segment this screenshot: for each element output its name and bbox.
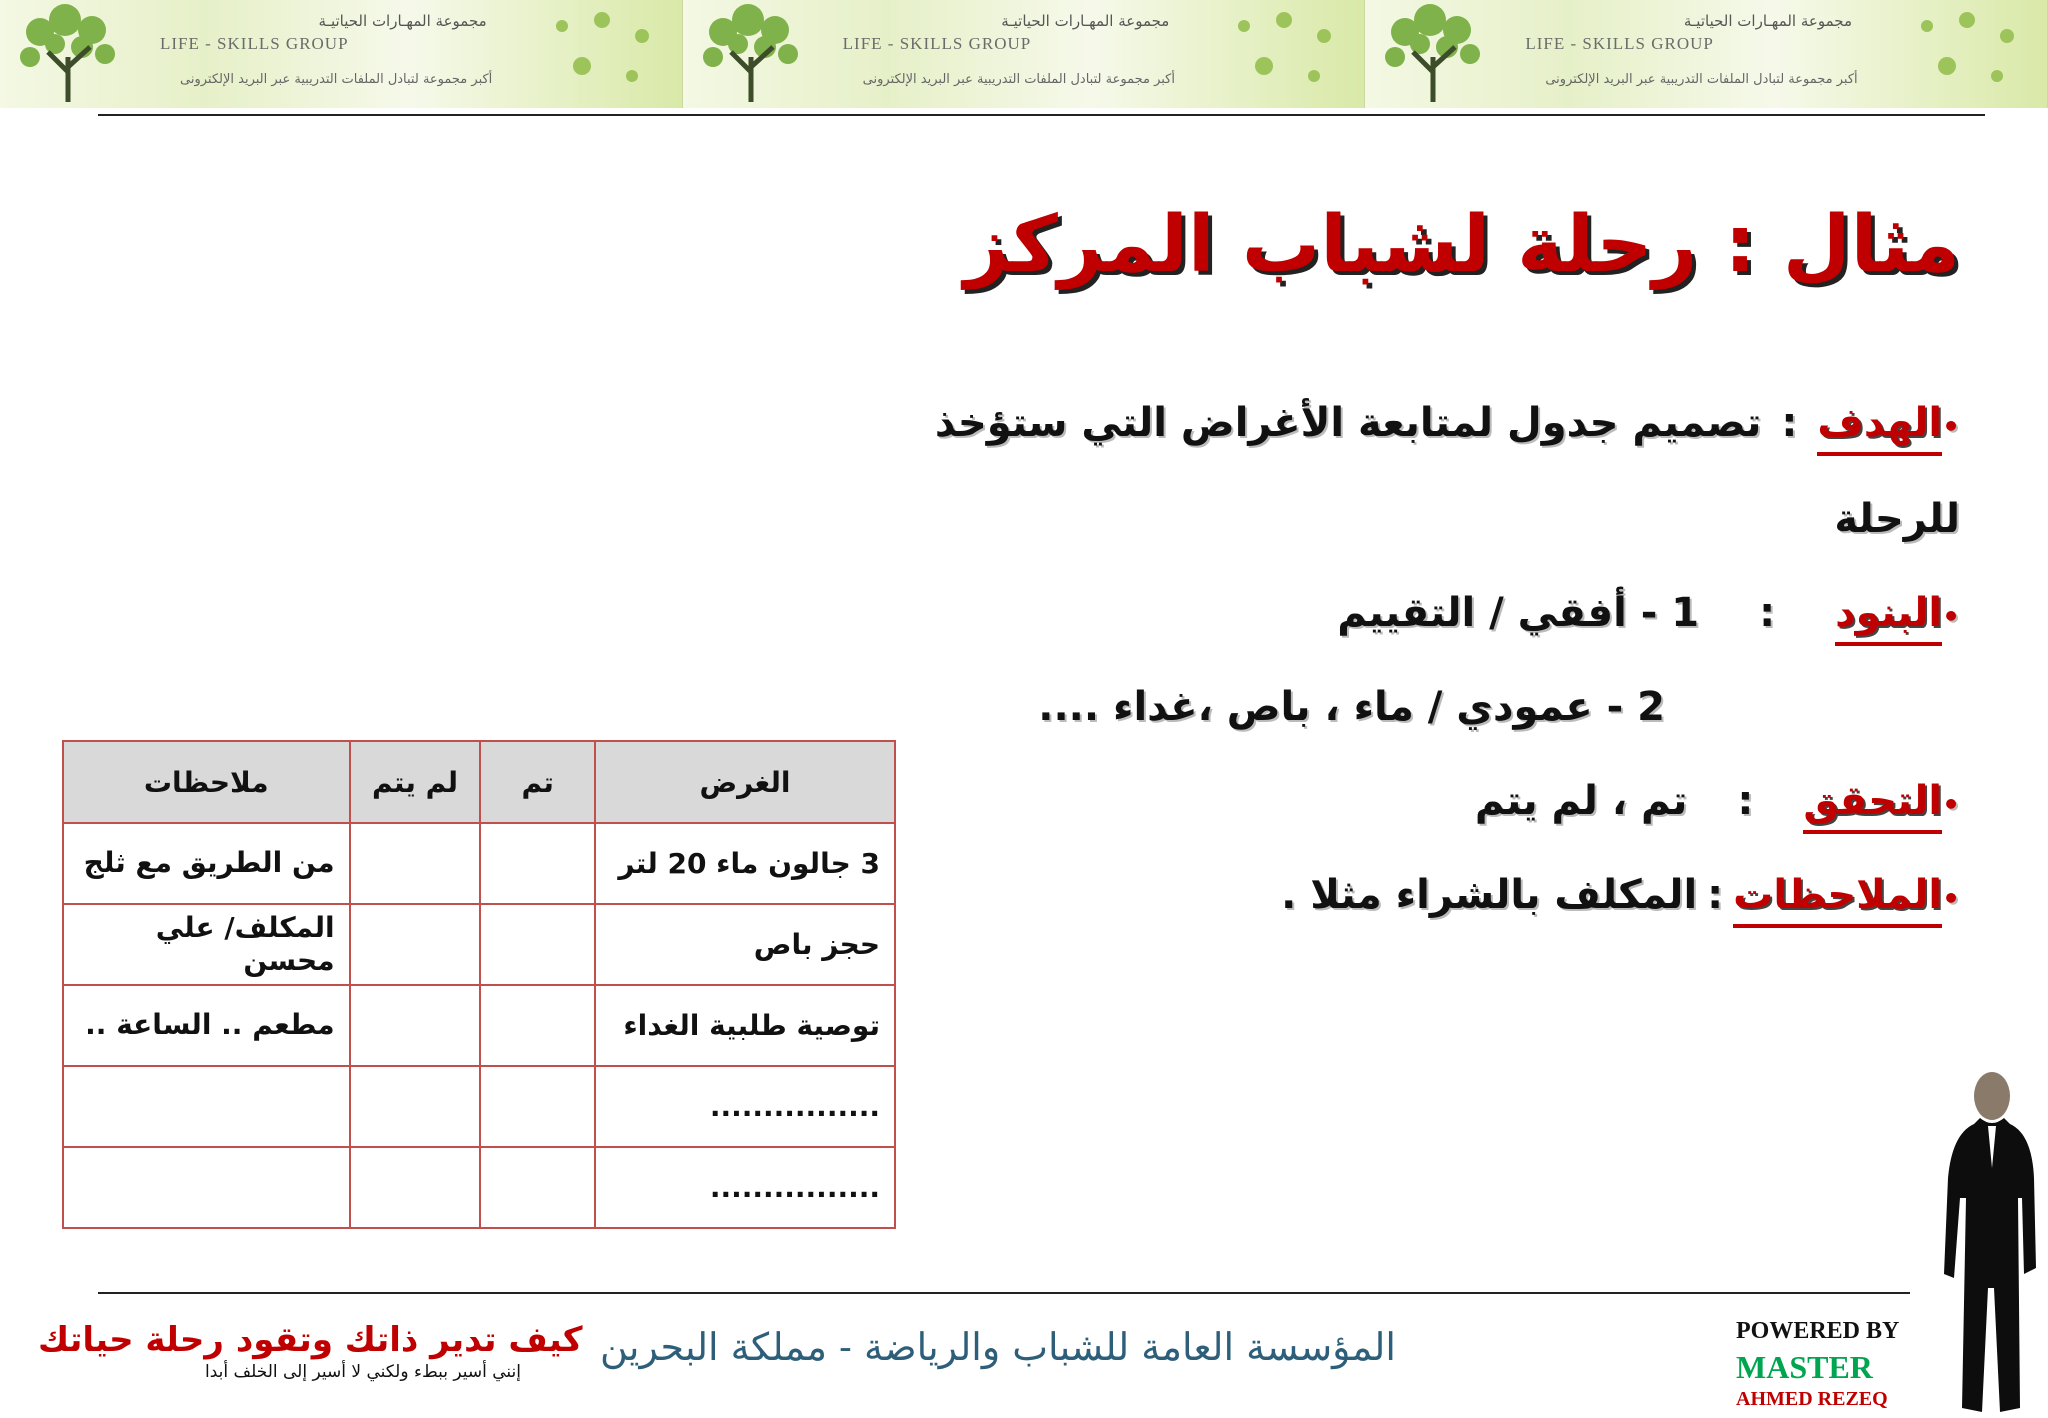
banner-panel xyxy=(683,0,1366,108)
header-not-done: لم يتم xyxy=(350,741,481,823)
banner-arabic-title: مجموعة المهـارات الحياتيـة xyxy=(1001,12,1170,30)
bullet-term: البنود xyxy=(1835,590,1942,646)
bullet-items xyxy=(1337,590,1960,646)
bullet-notes xyxy=(1281,872,1960,928)
banner-arabic-title: مجموعة المهـارات الحياتيـة xyxy=(318,12,487,30)
cell-note: المكلف/ علي محسن xyxy=(63,904,350,985)
cell-not-done xyxy=(350,1147,481,1228)
table-row xyxy=(63,823,895,904)
bullet-term: الهدف xyxy=(1817,400,1942,456)
bottom-divider xyxy=(98,1292,1910,1294)
table-row xyxy=(63,904,895,985)
author-name: AHMED REZEQ xyxy=(1736,1388,1888,1410)
powered-by-block xyxy=(1736,1318,1899,1411)
top-divider xyxy=(98,114,1985,116)
footer-institution: المؤسسة العامة للشباب والرياضة - مملكة البحرين xyxy=(600,1325,1396,1369)
cell-done xyxy=(480,1066,594,1147)
table-row xyxy=(63,985,895,1066)
man-silhouette-icon xyxy=(1940,1068,2040,1416)
header-notes: ملاحظات xyxy=(63,741,350,823)
cell-item: حجز باص xyxy=(595,904,895,985)
slide-title: مثال : رحلة لشباب المركز xyxy=(963,200,1960,290)
banner-arabic-subtitle: أكبر مجموعة لتبادل الملفات التدريبية عبر البريد الإلكترونى xyxy=(180,72,493,87)
tracking-table xyxy=(62,740,896,1229)
footer-slogan: كيف تدير ذاتك وتقود رحلة حياتك xyxy=(38,1320,583,1360)
cell-not-done xyxy=(350,1066,481,1147)
banner-english-title: LIFE - SKILLS GROUP xyxy=(1525,34,1714,53)
cell-done xyxy=(480,985,594,1066)
cell-note: من الطريق مع ثلج xyxy=(63,823,350,904)
banner-panel xyxy=(1365,0,2048,108)
bullet-colon: : xyxy=(1737,778,1754,824)
cell-note xyxy=(63,1066,350,1147)
bullet-term: التحقق xyxy=(1803,778,1942,834)
bullet-dot-icon: • xyxy=(1942,882,1960,915)
cell-not-done xyxy=(350,985,481,1066)
bullet-dot-icon: • xyxy=(1942,600,1960,633)
bullet-colon: : xyxy=(1759,590,1776,636)
banner-arabic-subtitle: أكبر مجموعة لتبادل الملفات التدريبية عبر البريد الإلكترونى xyxy=(862,72,1175,87)
cell-done xyxy=(480,1147,594,1228)
cell-item: ................ xyxy=(595,1147,895,1228)
leaf-dots-decoration xyxy=(542,6,672,102)
header-item: الغرض xyxy=(595,741,895,823)
footer-quote: إنني أسير ببطء ولكني لا أسير إلى الخلف أبدا xyxy=(205,1362,521,1382)
header-banner xyxy=(0,0,2048,108)
bullet-verification xyxy=(1475,778,1960,834)
bullet-text: المكلف بالشراء مثلا . xyxy=(1281,872,1698,918)
cell-not-done xyxy=(350,904,481,985)
tree-logo-icon xyxy=(1375,2,1495,106)
cell-note xyxy=(63,1147,350,1228)
bullet-continuation: 2 - عمودي / ماء ، باص ،غداء .... xyxy=(1038,684,1665,730)
bullet-text: تم ، لم يتم xyxy=(1474,778,1688,824)
master-label: MASTER xyxy=(1736,1349,1873,1385)
table-header-row xyxy=(63,741,895,823)
header-done: تم xyxy=(480,741,594,823)
cell-note: مطعم .. الساعة .. xyxy=(63,985,350,1066)
leaf-dots-decoration xyxy=(1224,6,1354,102)
table-row xyxy=(63,1066,895,1147)
cell-done xyxy=(480,823,594,904)
bullet-text: تصميم جدول لمتابعة الأغراض التي ستؤخذ xyxy=(934,400,1762,446)
bullet-term: الملاحظات xyxy=(1733,872,1942,928)
banner-english-title: LIFE - SKILLS GROUP xyxy=(842,34,1032,53)
powered-by-label: POWERED BY xyxy=(1736,1318,1900,1344)
bullet-dot-icon: • xyxy=(1942,410,1960,443)
bullet-colon: : xyxy=(1707,872,1724,918)
tree-logo-icon xyxy=(693,2,813,106)
cell-item: توصية طلبية الغداء xyxy=(595,985,895,1066)
banner-english-title: LIFE - SKILLS GROUP xyxy=(160,34,349,53)
bullet-colon: : xyxy=(1781,400,1798,446)
cell-item: 3 جالون ماء 20 لتر xyxy=(595,823,895,904)
cell-not-done xyxy=(350,823,481,904)
bullet-continuation: للرحلة xyxy=(1834,496,1960,542)
tree-logo-icon xyxy=(10,2,130,106)
bullet-text: 1 - أفقي / التقييم xyxy=(1337,590,1700,636)
bullet-goal xyxy=(935,400,1960,456)
leaf-dots-decoration xyxy=(1907,6,2037,102)
banner-arabic-title: مجموعة المهـارات الحياتيـة xyxy=(1683,12,1853,30)
banner-arabic-subtitle: أكبر مجموعة لتبادل الملفات التدريبية عبر البريد الإلكترونى xyxy=(1545,72,1858,87)
bullet-dot-icon: • xyxy=(1942,788,1960,821)
banner-panel xyxy=(0,0,683,108)
table-row xyxy=(63,1147,895,1228)
cell-item: ................ xyxy=(595,1066,895,1147)
cell-done xyxy=(480,904,594,985)
